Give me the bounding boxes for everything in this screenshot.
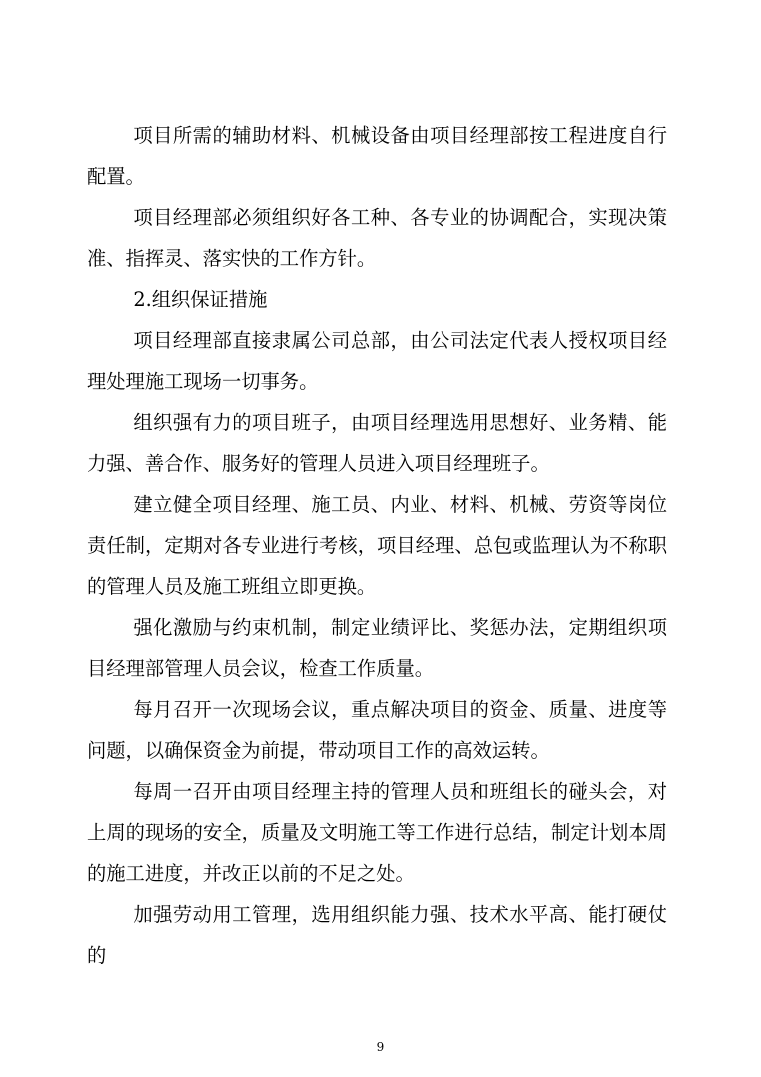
paragraph-project-manager-authority: 项目经理部直接隶属公司总部，由公司法定代表人授权项目经理处理施工现场一切事务。 xyxy=(87,329,667,393)
paragraph-incentive-mechanism: 强化激励与约束机制，制定业绩评比、奖惩办法，定期组织项目经理部管理人员会议，检查工作质量。 xyxy=(87,616,667,680)
paragraph-responsibility-system: 建立健全项目经理、施工员、内业、材料、机械、劳资等岗位责任制，定期对各专业进行考核，项目经理、总包或监理认为不称职的管理人员及施工班组立即更换。 xyxy=(87,493,667,598)
paragraph-project-team: 组织强有力的项目班子，由项目经理选用思想好、业务精、能力强、善合作、服务好的管理人员进入项目经理班子。 xyxy=(87,411,667,475)
page-number: 9 xyxy=(376,1040,385,1054)
paragraph-monthly-meeting: 每月召开一次现场会议，重点解决项目的资金、质量、进度等问题，以确保资金为前提，带动项目工作的高效运转。 xyxy=(87,698,667,762)
document-body xyxy=(87,115,667,976)
paragraph-labor-management: 加强劳动用工管理，选用组织能力强、技术水平高、能打硬仗的 xyxy=(87,903,667,967)
paragraph-coordination: 项目经理部必须组织好各工种、各专业的协调配合，实现决策准、指挥灵、落实快的工作方针。 xyxy=(87,206,667,270)
paragraph-auxiliary-materials: 项目所需的辅助材料、机械设备由项目经理部按工程进度自行配置。 xyxy=(87,124,667,188)
section-heading-organization-guarantee: 2.组织保证措施 xyxy=(133,288,268,311)
paragraph-weekly-meeting: 每周一召开由项目经理主持的管理人员和班组长的碰头会，对上周的现场的安全，质量及文明施工等工作进行总结，制定计划本周的施工进度，并改正以前的不足之处。 xyxy=(87,780,667,885)
